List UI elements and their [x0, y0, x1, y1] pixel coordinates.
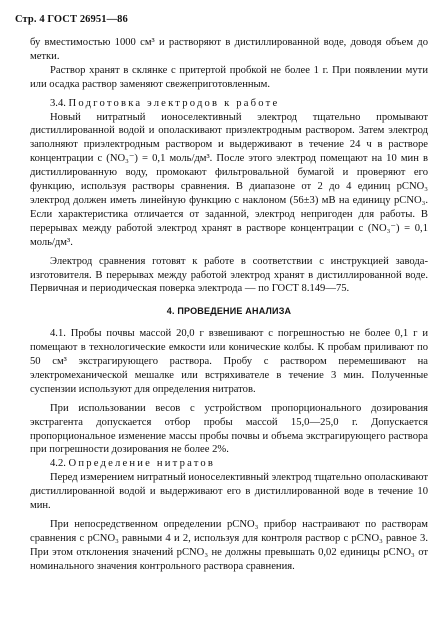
paragraph-direct-determination: При непосредственном определении pCNO₃ прибор настраивают по растворам сравнения с pCNO₃ равными 4 и 2, используя для контроля раствор с pCNO₃ равное 3. При этом отклонения значений pCNO₃ не должны превышать 0,02 единицы pCNO₃ от номинального значения контрольного раствора сравнения.	[30, 519, 428, 572]
paragraph-electrode-prep: Новый нитратный ионоселективный электрод тщательно промывают дистиллированной водой и ополаскивают приэлектродным раствором. Затем электрод заполняют приэлектродным раствором и выдерживают в течение 24 ч в растворе концентрации c (NO₃⁻) = 0,1 моль/дм³. После этого электрод помещают на 10 мин в дистиллированную воду, промокают фильтровальной бумагой и проверяют его функцию, используя растворы сравнения. В диапазоне от 2 до 4 единиц pCNO₃ электрод должен иметь линейную функцию с наклоном (56±3) мВ на единицу pCNO₃. Если характеристика отличается от заданной, электрод непригоден для работы. В перерывах между работой электрод хранят в растворе концентрации c (NO₃⁻) = 0,1 моль/дм³.	[30, 111, 428, 248]
subsection-heading-3-4	[30, 97, 428, 111]
subsection-title: Определение нитратов	[68, 458, 216, 470]
section-heading-4: 4. ПРОВЕДЕНИЕ АНАЛИЗА	[166, 306, 292, 317]
subsection-title: Подготовка электродов к работе	[68, 97, 280, 109]
paragraph-before-measurement: Перед измерением нитратный ионоселективный электрод тщательно ополаскивают дистиллированной водой и выдерживают его в дистиллированной воде в течение 10 мин.	[30, 472, 428, 512]
subsection-heading-4-2	[30, 457, 428, 471]
paragraph-storage: Раствор хранят в склянке с притертой пробкой не более 1 г. При появлении мути или осадка раствор заменяют свежеприготовленным.	[30, 64, 428, 90]
page-header: Стр. 4 ГОСТ 26951—86	[15, 14, 128, 25]
paragraph-4-1: 4.1. Пробы почвы массой 20,0 г взвешивают с погрешностью не более 0,1 г и помещают в технологические емкости или конические колбы. К пробам приливают по 50 см³ экстрагирующего раствора. Пробу с раствором перемешивают на электромеханической мешалке или встряхивателе в течение 3 мин. Полученные суспензии используют для определения нитратов.	[30, 328, 428, 395]
subsection-number: 4.2.	[50, 458, 69, 470]
document-body	[30, 36, 428, 574]
paragraph-reference-electrode: Электрод сравнения готовят к работе в соответствии с инструкцией завода-изготовителя. В перерывах между работой электрод хранят в дистиллированной воде. Первичная и периодическая поверка электрода — по ГОСТ 8.149—75.	[30, 255, 428, 295]
paragraph-dosing: При использовании весов с устройством пропорционального дозирования экстрагента допускается отбор пробы массой 15,0—25,0 г. Допускается пропорциональное изменение массы пробы почвы и объема экстрагирующего раствора при погрешности дозирования не более 2%.	[30, 402, 428, 456]
paragraph-continuation: бу вместимостью 1000 см³ и растворяют в дистиллированной воде, доводя объем до метки.	[30, 37, 428, 62]
subsection-number: 3.4.	[50, 97, 69, 109]
